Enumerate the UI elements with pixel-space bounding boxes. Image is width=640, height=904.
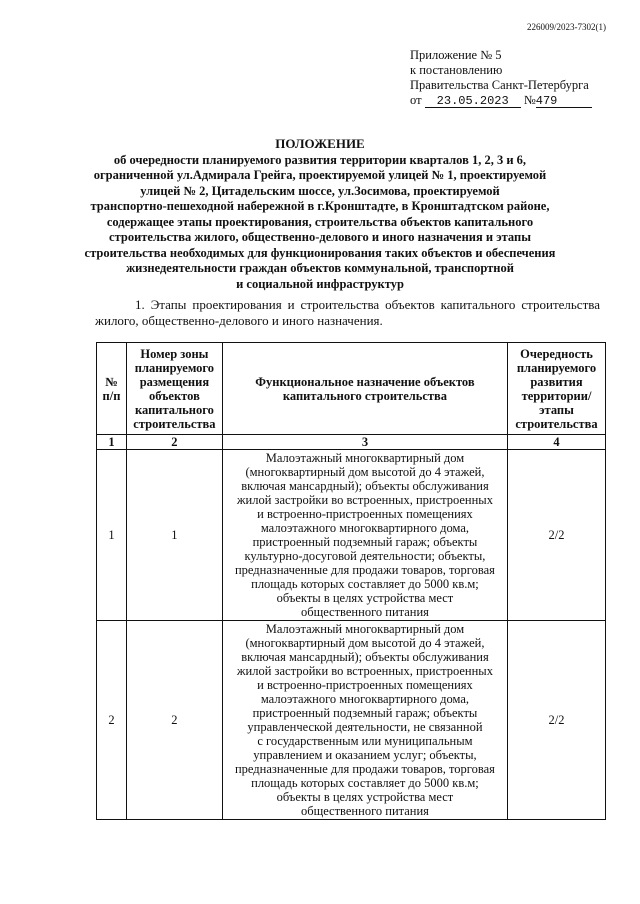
appendix-line-3: Правительства Санкт-Петербурга	[410, 78, 589, 92]
desc-line: включая мансардный); объекты обслуживания	[241, 479, 489, 493]
row-function	[222, 450, 507, 621]
row-zone: 1	[126, 450, 222, 621]
header-stage: Очередность планируемого развития территории/ этапы строительства	[508, 343, 606, 435]
title-line: содержащее этапы проектирования, строительства объектов капитального	[106, 214, 534, 229]
title-line: жизнедеятельности граждан объектов коммунальной, транспортной	[126, 261, 514, 275]
desc-line: (многоквартирный дом высотой до 4 этажей,	[245, 465, 485, 479]
desc-line: жилой застройки во встроенных, пристроенных	[236, 493, 493, 507]
header-number: № п/п	[97, 343, 127, 435]
title-line: улицей № 2, Цитадельским шоссе, ул.Зосимова, проектируемой	[140, 183, 500, 198]
desc-line: включая мансардный); объекты обслуживания	[241, 650, 489, 664]
desc-line: и встроенно-пристроенных помещениях	[257, 678, 473, 692]
desc-line: объекты в целях устройства мест	[276, 790, 454, 804]
title-line: ограниченной ул.Адмирала Грейга, проектируемой улицей № 1, проектируемой	[93, 168, 547, 182]
section-paragraph: 1. Этапы проектирования и строительства объектов капитального строительства жилого, общественно-делового и иного назначения.	[95, 297, 600, 328]
desc-line: с государственным или муниципальным	[257, 734, 473, 748]
desc-line: (многоквартирный дом высотой до 4 этажей,	[245, 636, 485, 650]
title-line: и социальной инфраструктур	[236, 276, 404, 291]
desc-line: пристроенный подземный гараж; объекты	[252, 535, 478, 549]
row-zone: 2	[126, 621, 222, 820]
title-line: транспортно-пешеходной набережной в г.Кронштадте, в Кронштадтском районе,	[90, 199, 550, 213]
resolution-date: 23.05.2023	[425, 95, 521, 108]
number-prefix: №	[523, 93, 536, 107]
desc-line: объекты в целях устройства мест	[276, 591, 454, 605]
table-row	[97, 450, 606, 621]
appendix-date-row	[410, 93, 592, 108]
desc-line: малоэтажного многоквартирного дома,	[260, 521, 470, 535]
row-stage: 2/2	[508, 450, 606, 621]
desc-line: культурно-досуговой деятельности; объекты,	[244, 549, 486, 563]
date-prefix: от	[410, 93, 422, 107]
table-row	[97, 621, 606, 820]
column-number: 4	[508, 435, 606, 450]
table-header-row	[97, 343, 606, 435]
row-function	[222, 621, 507, 820]
desc-line: общественного питания	[300, 804, 429, 818]
title-line: строительства жилого, общественно-делового и иного назначения и этапы	[109, 230, 531, 244]
row-number: 2	[97, 621, 127, 820]
desc-line: управленческой деятельности, не связанной	[247, 720, 483, 734]
title-heading: ПОЛОЖЕНИЕ	[275, 136, 365, 151]
row-number: 1	[97, 450, 127, 621]
column-number: 1	[97, 435, 127, 450]
desc-line: малоэтажного многоквартирного дома,	[260, 692, 470, 706]
appendix-line-1: Приложение № 5	[410, 48, 502, 62]
document-title	[70, 136, 570, 292]
desc-line: общественного питания	[300, 605, 429, 619]
column-number: 2	[126, 435, 222, 450]
header-function: Функциональное назначение объектов капитального строительства	[222, 343, 507, 435]
appendix-block	[410, 48, 592, 108]
desc-line: управлением и оказанием услуг; объекты,	[253, 748, 477, 762]
desc-line: предназначенные для продажи товаров, торговая	[234, 762, 495, 776]
desc-line: предназначенные для продажи товаров, торговая	[234, 563, 495, 577]
title-line: строительства необходимых для функционирования таких объектов и обеспечения	[84, 245, 556, 260]
desc-line: Малоэтажный многоквартирный дом	[265, 451, 465, 465]
header-zone: Номер зоны планируемого размещения объектов капитального строительства	[126, 343, 222, 435]
desc-line: пристроенный подземный гараж; объекты	[252, 706, 478, 720]
document-number: 226009/2023-7302(1)	[527, 22, 606, 32]
desc-line: Малоэтажный многоквартирный дом	[265, 622, 465, 636]
column-numbers-row	[97, 435, 606, 450]
title-line: об очередности планируемого развития территории кварталов 1, 2, 3 и 6,	[113, 152, 527, 167]
resolution-number: 479	[536, 95, 592, 108]
column-number: 3	[222, 435, 507, 450]
stages-table	[96, 342, 606, 820]
desc-line: площадь которых составляет до 5000 кв.м;	[251, 577, 479, 591]
desc-line: жилой застройки во встроенных, пристроенных	[236, 664, 493, 678]
appendix-line-2: к постановлению	[410, 63, 503, 77]
row-stage: 2/2	[508, 621, 606, 820]
desc-line: площадь которых составляет до 5000 кв.м;	[251, 776, 479, 790]
desc-line: и встроенно-пристроенных помещениях	[257, 507, 473, 521]
